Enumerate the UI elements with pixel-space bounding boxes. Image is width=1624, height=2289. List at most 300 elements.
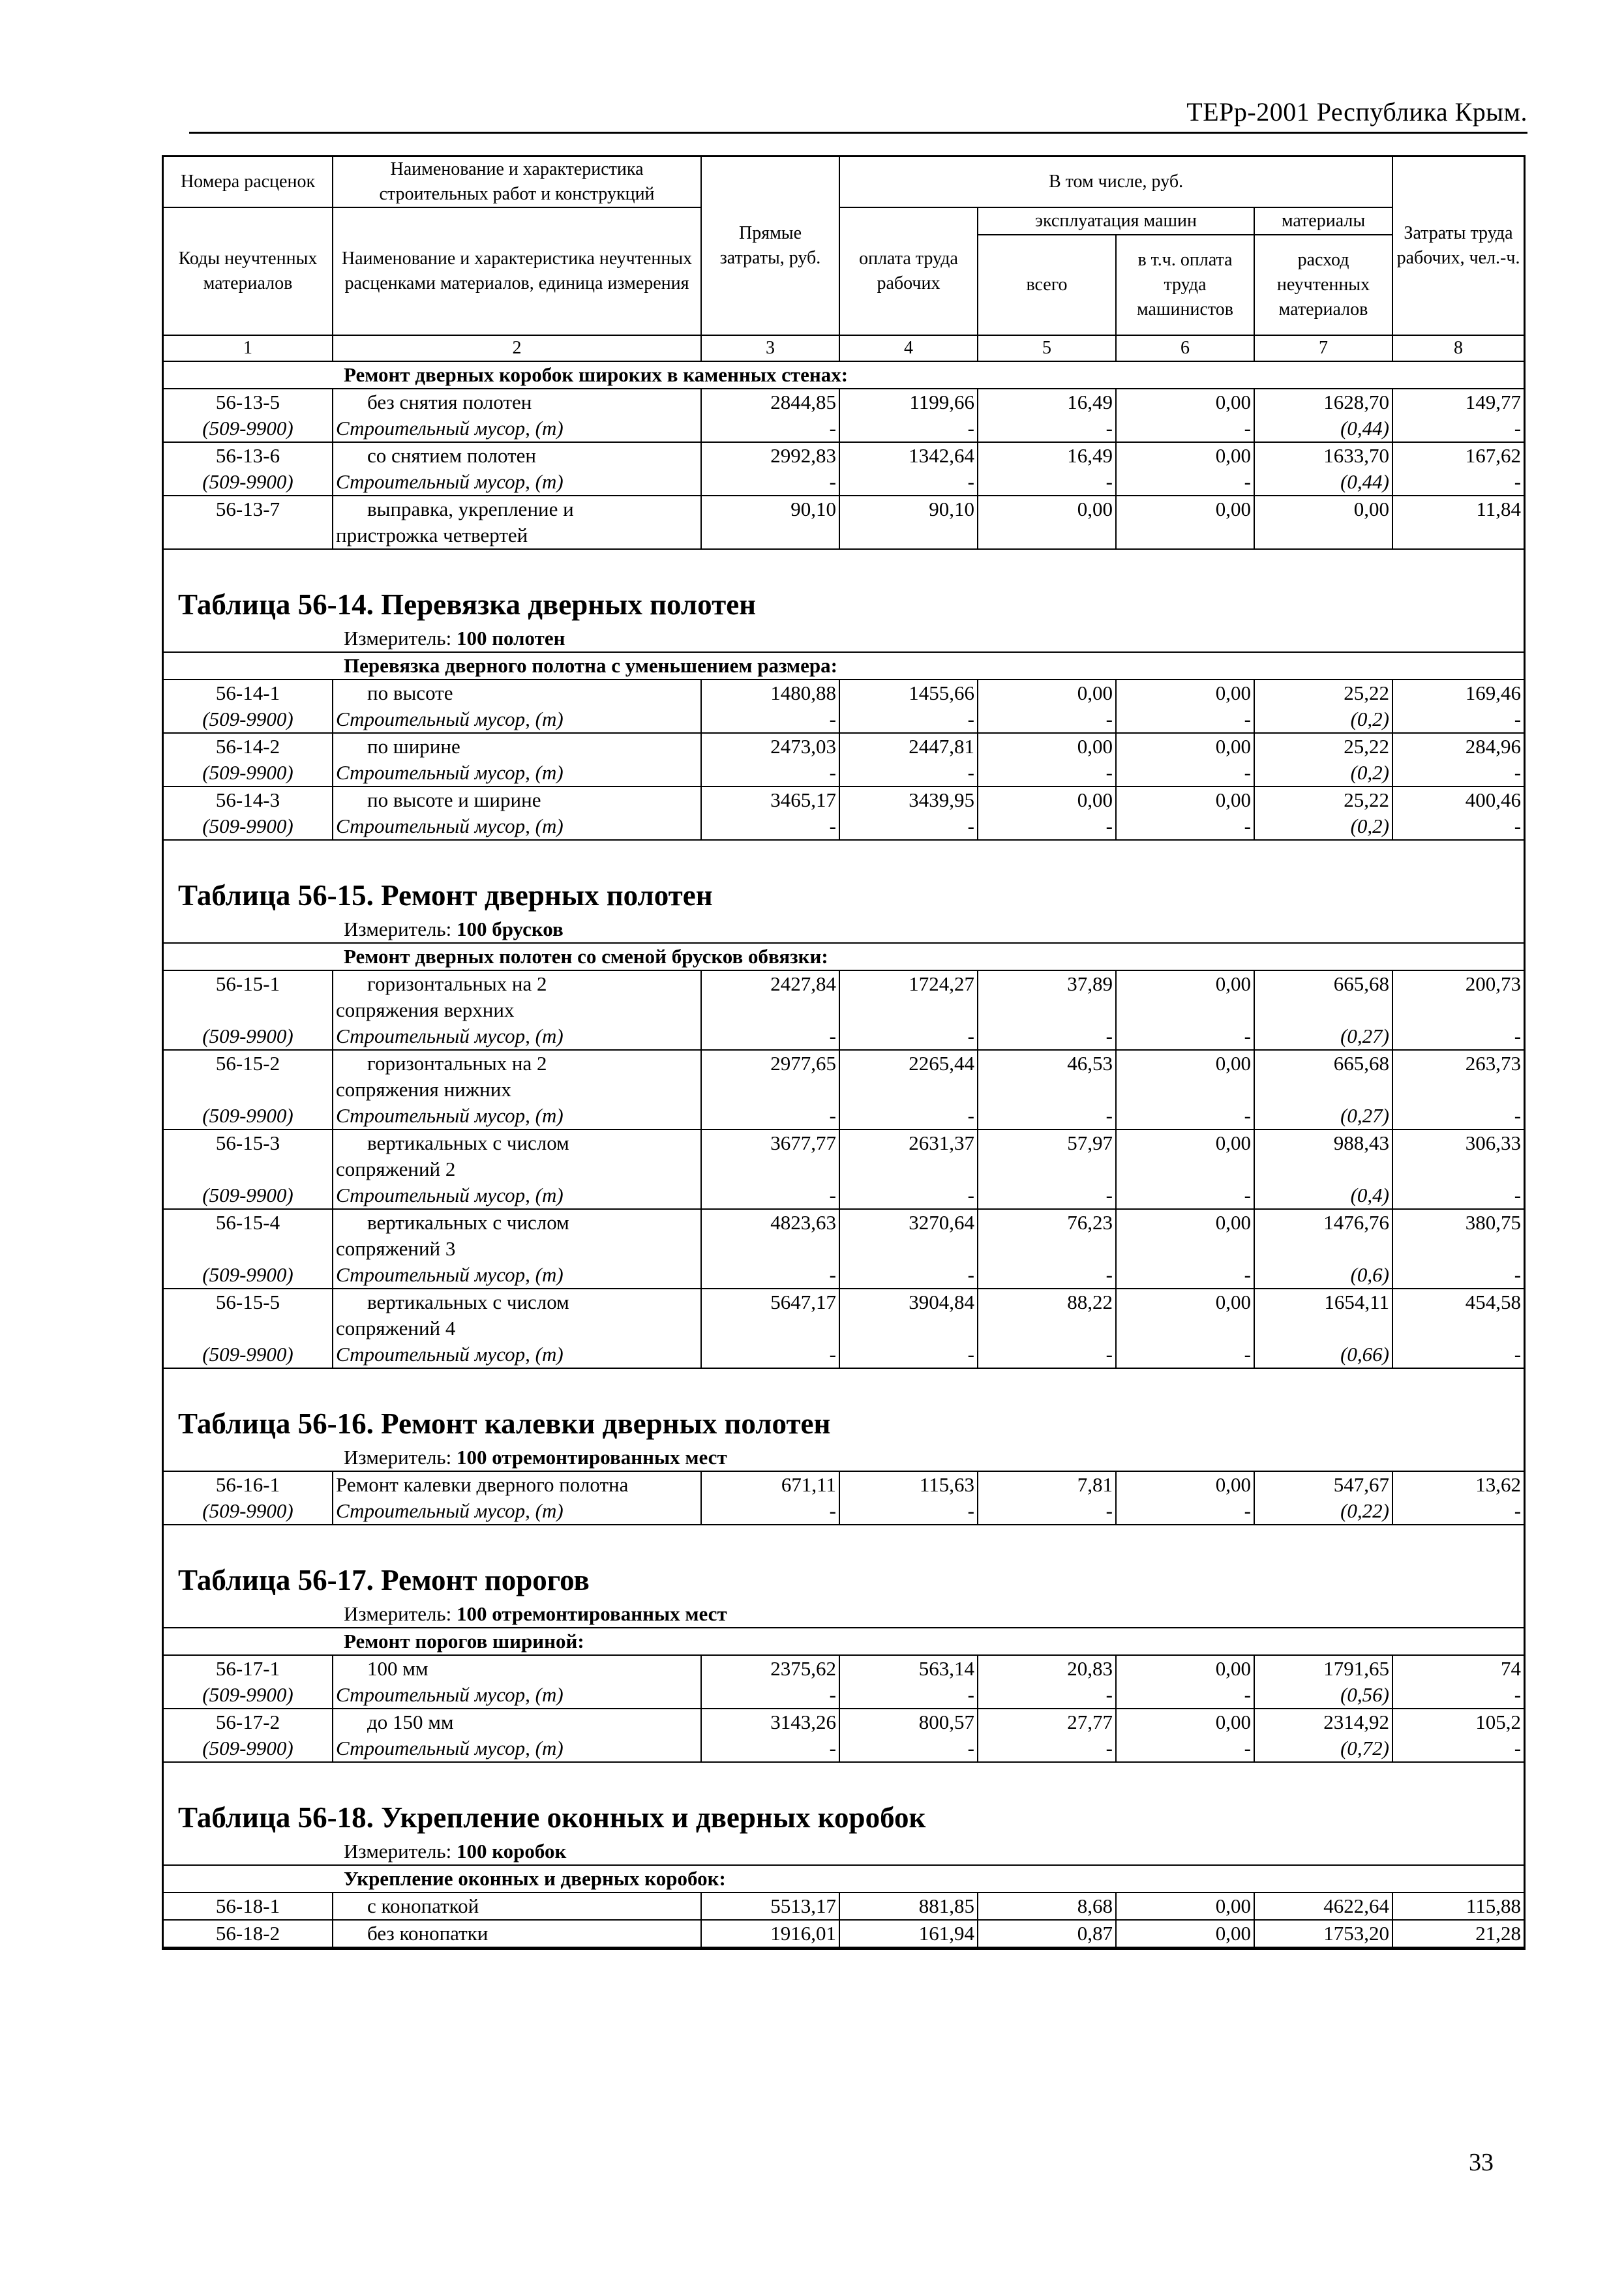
- measure-row: [164, 1444, 1524, 1471]
- direct-costs-cell: -: [701, 706, 839, 733]
- labor-pay-cell: -: [839, 1498, 978, 1525]
- rate-code: 56-18-1: [164, 1893, 333, 1920]
- col-num: 7: [1254, 335, 1392, 361]
- machines-total-cell: 57,97: [978, 1130, 1116, 1182]
- table-row: [164, 970, 1524, 1023]
- machinist-pay-cell: 0,00: [1116, 1920, 1254, 1947]
- material-name: Строительный мусор, (т): [333, 1023, 701, 1050]
- section-heading: Перевязка дверного полотна с уменьшением размера:: [164, 652, 1524, 680]
- labor-cost-cell: -: [1392, 813, 1524, 840]
- labor-cost-cell: 149,77: [1392, 389, 1524, 415]
- work-name-line: 100 мм: [367, 1657, 429, 1680]
- header-rate-numbers: Номера расценок: [164, 157, 333, 208]
- table-title: Таблица 56-16. Ремонт калевки дверных полотен: [178, 1407, 831, 1440]
- rate-code: 56-15-4: [164, 1209, 333, 1262]
- materials-cell: 1791,65: [1254, 1655, 1392, 1682]
- machines-total-cell: -: [978, 1182, 1116, 1209]
- rate-code: 56-16-1: [164, 1471, 333, 1498]
- direct-costs-cell: 5647,17: [701, 1289, 839, 1341]
- work-name-line: вертикальных с числом: [367, 1291, 569, 1313]
- machinist-pay-cell: -: [1116, 1341, 1254, 1368]
- measure-row: [164, 916, 1524, 943]
- materials-cell: (0,66): [1254, 1341, 1392, 1368]
- materials-cell: 4622,64: [1254, 1893, 1392, 1920]
- machines-total-cell: 16,49: [978, 442, 1116, 469]
- header-material-name: Наименование и характеристика неучтенных расценками материалов, единица измерения: [333, 207, 701, 335]
- labor-cost-cell: -: [1392, 760, 1524, 786]
- table-row: [164, 1655, 1524, 1682]
- table-title: Таблица 56-17. Ремонт порогов: [178, 1564, 590, 1596]
- material-name: Строительный мусор, (т): [333, 1498, 701, 1525]
- work-name-line: сопряжения нижних: [336, 1078, 511, 1101]
- machinist-pay-cell: -: [1116, 706, 1254, 733]
- table-row: [164, 1893, 1524, 1920]
- table-title-row: [164, 1789, 1524, 1838]
- labor-pay-cell: 1199,66: [839, 389, 978, 415]
- header-material-codes: Коды неучтенных материалов: [164, 207, 333, 335]
- material-name: Строительный мусор, (т): [333, 1103, 701, 1130]
- measure-label: Измеритель:: [344, 1602, 457, 1625]
- labor-pay-cell: -: [839, 1682, 978, 1709]
- materials-cell: 1476,76: [1254, 1209, 1392, 1262]
- work-name: [333, 1893, 701, 1920]
- header-machines-total: всего: [978, 235, 1116, 335]
- machinist-pay-cell: -: [1116, 415, 1254, 442]
- direct-costs-cell: -: [701, 1023, 839, 1050]
- material-row: [164, 1182, 1524, 1209]
- labor-cost-cell: -: [1392, 1103, 1524, 1130]
- spacer-row: [164, 549, 1524, 576]
- spacer-row: [164, 1525, 1524, 1551]
- material-code: (509-9900): [164, 415, 333, 442]
- machinist-pay-cell: -: [1116, 1735, 1254, 1762]
- labor-pay-cell: -: [839, 1262, 978, 1289]
- header-machines: эксплуатация машин: [978, 207, 1254, 235]
- machines-total-cell: -: [978, 1735, 1116, 1762]
- machinist-pay-cell: 0,00: [1116, 389, 1254, 415]
- table-row: [164, 1289, 1524, 1341]
- labor-cost-cell: 105,2: [1392, 1709, 1524, 1735]
- material-row: [164, 415, 1524, 442]
- table-row: [164, 733, 1524, 760]
- header-machinist-pay: в т.ч. оплата труда машинистов: [1116, 235, 1254, 335]
- materials-cell: (0,2): [1254, 760, 1392, 786]
- rate-code: 56-14-1: [164, 680, 333, 706]
- work-name: [333, 1709, 701, 1735]
- table-title: Таблица 56-18. Укрепление оконных и дверных коробок: [178, 1801, 926, 1834]
- machinist-pay-cell: 0,00: [1116, 1130, 1254, 1182]
- material-code: (509-9900): [164, 813, 333, 840]
- labor-pay-cell: -: [839, 415, 978, 442]
- material-row: [164, 1498, 1524, 1525]
- work-name-line: вертикальных с числом: [367, 1131, 569, 1154]
- material-name: Строительный мусор, (т): [333, 469, 701, 496]
- work-name-line: до 150 мм: [367, 1711, 454, 1733]
- col-num: 4: [839, 335, 978, 361]
- work-name: [333, 1209, 701, 1262]
- direct-costs-cell: 3465,17: [701, 786, 839, 813]
- work-name: [333, 1471, 701, 1498]
- material-row: [164, 1103, 1524, 1130]
- material-code: (509-9900): [164, 706, 333, 733]
- labor-cost-cell: -: [1392, 1341, 1524, 1368]
- header-materials: материалы: [1254, 207, 1392, 235]
- machinist-pay-cell: -: [1116, 1023, 1254, 1050]
- material-name: Строительный мусор, (т): [333, 415, 701, 442]
- direct-costs-cell: 3677,77: [701, 1130, 839, 1182]
- labor-pay-cell: 90,10: [839, 496, 978, 549]
- labor-cost-cell: 21,28: [1392, 1920, 1524, 1947]
- section-row: [164, 1865, 1524, 1893]
- labor-cost-cell: 11,84: [1392, 496, 1524, 549]
- rate-code: 56-18-2: [164, 1920, 333, 1947]
- labor-cost-cell: -: [1392, 1682, 1524, 1709]
- machines-total-cell: 0,00: [978, 680, 1116, 706]
- labor-cost-cell: 263,73: [1392, 1050, 1524, 1103]
- labor-cost-cell: -: [1392, 1182, 1524, 1209]
- work-name-line: со снятием полотен: [367, 444, 537, 467]
- labor-pay-cell: 800,57: [839, 1709, 978, 1735]
- measure-value: 100 коробок: [456, 1840, 567, 1863]
- table-row: [164, 1050, 1524, 1103]
- rate-code: 56-14-2: [164, 733, 333, 760]
- machines-total-cell: -: [978, 760, 1116, 786]
- machines-total-cell: 0,00: [978, 733, 1116, 760]
- materials-cell: 665,68: [1254, 970, 1392, 1023]
- header-work-name: Наименование и характеристика строительных работ и конструкций: [333, 157, 701, 208]
- work-name: [333, 680, 701, 706]
- labor-cost-cell: 306,33: [1392, 1130, 1524, 1182]
- work-name: [333, 389, 701, 415]
- direct-costs-cell: 2427,84: [701, 970, 839, 1023]
- table-row: [164, 1471, 1524, 1498]
- rate-code: 56-17-2: [164, 1709, 333, 1735]
- work-name-line: пристрожка четвертей: [336, 524, 528, 546]
- material-code: (509-9900): [164, 1023, 333, 1050]
- direct-costs-cell: 2844,85: [701, 389, 839, 415]
- header-rule: [189, 132, 1527, 134]
- header-labor-pay: оплата труда рабочих: [839, 207, 978, 335]
- direct-costs-cell: -: [701, 1735, 839, 1762]
- labor-pay-cell: 3270,64: [839, 1209, 978, 1262]
- machines-total-cell: -: [978, 1262, 1116, 1289]
- material-row: [164, 760, 1524, 786]
- direct-costs-cell: 5513,17: [701, 1893, 839, 1920]
- header-including: В том числе, руб.: [839, 157, 1392, 208]
- section-row: [164, 943, 1524, 970]
- labor-pay-cell: 1342,64: [839, 442, 978, 469]
- labor-pay-cell: -: [839, 1103, 978, 1130]
- material-code: (509-9900): [164, 1498, 333, 1525]
- rate-code: 56-13-7: [164, 496, 333, 549]
- material-name: Строительный мусор, (т): [333, 1735, 701, 1762]
- material-row: [164, 1262, 1524, 1289]
- material-name: Строительный мусор, (т): [333, 813, 701, 840]
- material-row: [164, 813, 1524, 840]
- machines-total-cell: 27,77: [978, 1709, 1116, 1735]
- materials-cell: 665,68: [1254, 1050, 1392, 1103]
- labor-pay-cell: 2631,37: [839, 1130, 978, 1182]
- measure-value: 100 брусков: [456, 918, 564, 940]
- material-name: Строительный мусор, (т): [333, 1341, 701, 1368]
- machinist-pay-cell: 0,00: [1116, 1209, 1254, 1262]
- machinist-pay-cell: 0,00: [1116, 1471, 1254, 1498]
- table-row: [164, 1709, 1524, 1735]
- machinist-pay-cell: 0,00: [1116, 1709, 1254, 1735]
- labor-pay-cell: -: [839, 706, 978, 733]
- machinist-pay-cell: 0,00: [1116, 970, 1254, 1023]
- materials-cell: 547,67: [1254, 1471, 1392, 1498]
- machines-total-cell: -: [978, 1023, 1116, 1050]
- spacer-cell: [164, 1762, 1524, 1789]
- machines-total-cell: -: [978, 813, 1116, 840]
- labor-pay-cell: 115,63: [839, 1471, 978, 1498]
- machines-total-cell: 0,00: [978, 496, 1116, 549]
- labor-pay-cell: 161,94: [839, 1920, 978, 1947]
- machinist-pay-cell: 0,00: [1116, 786, 1254, 813]
- measure-row: [164, 1601, 1524, 1628]
- labor-pay-cell: 563,14: [839, 1655, 978, 1682]
- material-code: (509-9900): [164, 1682, 333, 1709]
- material-code: (509-9900): [164, 1341, 333, 1368]
- labor-cost-cell: 284,96: [1392, 733, 1524, 760]
- work-name-line: с конопаткой: [367, 1894, 479, 1917]
- measure-label: Измеритель:: [344, 1840, 457, 1863]
- labor-cost-cell: 200,73: [1392, 970, 1524, 1023]
- materials-cell: (0,22): [1254, 1498, 1392, 1525]
- labor-cost-cell: 169,46: [1392, 680, 1524, 706]
- work-name: [333, 496, 701, 549]
- machines-total-cell: 46,53: [978, 1050, 1116, 1103]
- work-name-line: выправка, укрепление и: [367, 498, 574, 520]
- col-num: 5: [978, 335, 1116, 361]
- machinist-pay-cell: -: [1116, 813, 1254, 840]
- labor-pay-cell: -: [839, 760, 978, 786]
- machines-total-cell: -: [978, 415, 1116, 442]
- machinist-pay-cell: -: [1116, 1498, 1254, 1525]
- labor-cost-cell: -: [1392, 1023, 1524, 1050]
- material-row: [164, 469, 1524, 496]
- labor-cost-cell: 167,62: [1392, 442, 1524, 469]
- rates-table: [162, 155, 1526, 1950]
- material-name: Строительный мусор, (т): [333, 760, 701, 786]
- materials-cell: 25,22: [1254, 786, 1392, 813]
- labor-pay-cell: 881,85: [839, 1893, 978, 1920]
- direct-costs-cell: -: [701, 813, 839, 840]
- direct-costs-cell: -: [701, 469, 839, 496]
- materials-cell: 2314,92: [1254, 1709, 1392, 1735]
- measure-unit: [164, 1444, 1524, 1471]
- materials-cell: 1633,70: [1254, 442, 1392, 469]
- machines-total-cell: -: [978, 706, 1116, 733]
- work-name-line: сопряжений 3: [336, 1237, 456, 1260]
- table-title-row: [164, 1395, 1524, 1444]
- labor-pay-cell: -: [839, 1182, 978, 1209]
- rate-code: 56-17-1: [164, 1655, 333, 1682]
- labor-cost-cell: 380,75: [1392, 1209, 1524, 1262]
- machinist-pay-cell: 0,00: [1116, 1893, 1254, 1920]
- table-title: Таблица 56-15. Ремонт дверных полотен: [178, 879, 713, 912]
- material-name: Строительный мусор, (т): [333, 1262, 701, 1289]
- table-row: [164, 496, 1524, 549]
- measure-unit: [164, 916, 1524, 943]
- page-number: 33: [1469, 2149, 1494, 2176]
- materials-cell: (0,27): [1254, 1103, 1392, 1130]
- table-row: [164, 1920, 1524, 1947]
- material-code: (509-9900): [164, 1262, 333, 1289]
- measure-label: Измеритель:: [344, 627, 457, 650]
- measure-value: 100 отремонтированных мест: [456, 1602, 727, 1625]
- materials-cell: (0,44): [1254, 415, 1392, 442]
- machines-total-cell: -: [978, 1103, 1116, 1130]
- machinist-pay-cell: 0,00: [1116, 442, 1254, 469]
- work-name: [333, 1289, 701, 1341]
- machines-total-cell: 76,23: [978, 1209, 1116, 1262]
- machinist-pay-cell: -: [1116, 1682, 1254, 1709]
- machinist-pay-cell: -: [1116, 760, 1254, 786]
- section-row: [164, 1628, 1524, 1655]
- labor-cost-cell: -: [1392, 1262, 1524, 1289]
- direct-costs-cell: -: [701, 1341, 839, 1368]
- labor-cost-cell: -: [1392, 415, 1524, 442]
- material-row: [164, 706, 1524, 733]
- spacer-row: [164, 1368, 1524, 1395]
- measure-value: 100 полотен: [456, 627, 565, 650]
- work-name-line: сопряжения верхних: [336, 998, 515, 1021]
- spacer-cell: [164, 549, 1524, 576]
- work-name: [333, 1920, 701, 1947]
- section-heading: Ремонт дверных коробок широких в каменных стенах:: [164, 361, 1524, 389]
- direct-costs-cell: 4823,63: [701, 1209, 839, 1262]
- measure-row: [164, 1838, 1524, 1865]
- table-row: [164, 680, 1524, 706]
- direct-costs-cell: 2992,83: [701, 442, 839, 469]
- materials-cell: (0,72): [1254, 1735, 1392, 1762]
- work-name-line: Ремонт калевки дверного полотна: [336, 1473, 629, 1496]
- material-code: (509-9900): [164, 1103, 333, 1130]
- rate-code: 56-13-5: [164, 389, 333, 415]
- material-row: [164, 1341, 1524, 1368]
- labor-cost-cell: -: [1392, 1498, 1524, 1525]
- machinist-pay-cell: -: [1116, 1103, 1254, 1130]
- labor-pay-cell: 3904,84: [839, 1289, 978, 1341]
- materials-cell: (0,2): [1254, 813, 1392, 840]
- machinist-pay-cell: 0,00: [1116, 680, 1254, 706]
- table-title-row: [164, 576, 1524, 625]
- machines-total-cell: 7,81: [978, 1471, 1116, 1498]
- labor-pay-cell: -: [839, 1735, 978, 1762]
- machines-total-cell: 20,83: [978, 1655, 1116, 1682]
- materials-cell: (0,44): [1254, 469, 1392, 496]
- spacer-cell: [164, 1368, 1524, 1395]
- machines-total-cell: 0,00: [978, 786, 1116, 813]
- spacer-row: [164, 840, 1524, 867]
- materials-cell: 1654,11: [1254, 1289, 1392, 1341]
- section-row: [164, 652, 1524, 680]
- col-num: 2: [333, 335, 701, 361]
- materials-cell: 1628,70: [1254, 389, 1392, 415]
- work-name: [333, 442, 701, 469]
- rate-code: 56-15-5: [164, 1289, 333, 1341]
- machines-total-cell: -: [978, 1682, 1116, 1709]
- section-heading: Укрепление оконных и дверных коробок:: [164, 1865, 1524, 1893]
- work-name-line: сопряжений 4: [336, 1317, 456, 1339]
- measure-unit: [164, 1601, 1524, 1628]
- materials-cell: 0,00: [1254, 496, 1392, 549]
- labor-pay-cell: 1455,66: [839, 680, 978, 706]
- measure-unit: [164, 1838, 1524, 1865]
- direct-costs-cell: 2473,03: [701, 733, 839, 760]
- material-row: [164, 1682, 1524, 1709]
- material-code: (509-9900): [164, 1182, 333, 1209]
- measure-label: Измеритель:: [344, 1446, 457, 1469]
- work-name: [333, 1050, 701, 1103]
- materials-cell: (0,6): [1254, 1262, 1392, 1289]
- materials-cell: 25,22: [1254, 733, 1392, 760]
- col-num: 6: [1116, 335, 1254, 361]
- labor-pay-cell: 2447,81: [839, 733, 978, 760]
- material-name: Строительный мусор, (т): [333, 1682, 701, 1709]
- page-header-title: ТЕРр-2001 Республика Крым.: [1186, 97, 1527, 127]
- labor-cost-cell: -: [1392, 706, 1524, 733]
- work-name: [333, 786, 701, 813]
- material-code: (509-9900): [164, 1735, 333, 1762]
- rate-code: 56-13-6: [164, 442, 333, 469]
- table-row: [164, 1130, 1524, 1182]
- materials-cell: (0,2): [1254, 706, 1392, 733]
- materials-cell: 1753,20: [1254, 1920, 1392, 1947]
- material-code: (509-9900): [164, 760, 333, 786]
- work-name: [333, 970, 701, 1023]
- materials-cell: (0,27): [1254, 1023, 1392, 1050]
- rate-code: 56-15-2: [164, 1050, 333, 1103]
- machines-total-cell: 88,22: [978, 1289, 1116, 1341]
- work-name: [333, 733, 701, 760]
- header-unaccounted-materials: расход неучтенных материалов: [1254, 235, 1392, 335]
- machines-total-cell: 8,68: [978, 1893, 1116, 1920]
- rate-code: 56-15-1: [164, 970, 333, 1023]
- table-title-row: [164, 1551, 1524, 1601]
- materials-cell: 988,43: [1254, 1130, 1392, 1182]
- labor-cost-cell: 115,88: [1392, 1893, 1524, 1920]
- material-row: [164, 1023, 1524, 1050]
- material-row: [164, 1735, 1524, 1762]
- labor-pay-cell: -: [839, 1341, 978, 1368]
- direct-costs-cell: 1916,01: [701, 1920, 839, 1947]
- machines-total-cell: -: [978, 1498, 1116, 1525]
- machines-total-cell: -: [978, 1341, 1116, 1368]
- machinist-pay-cell: -: [1116, 469, 1254, 496]
- machinist-pay-cell: 0,00: [1116, 1655, 1254, 1682]
- direct-costs-cell: -: [701, 415, 839, 442]
- work-name-line: по высоте и ширине: [367, 788, 541, 811]
- machinist-pay-cell: -: [1116, 1182, 1254, 1209]
- direct-costs-cell: -: [701, 1182, 839, 1209]
- col-num: 1: [164, 335, 333, 361]
- direct-costs-cell: -: [701, 760, 839, 786]
- material-code: (509-9900): [164, 469, 333, 496]
- direct-costs-cell: -: [701, 1498, 839, 1525]
- labor-cost-cell: 454,58: [1392, 1289, 1524, 1341]
- machinist-pay-cell: -: [1116, 1262, 1254, 1289]
- labor-pay-cell: -: [839, 469, 978, 496]
- material-name: Строительный мусор, (т): [333, 706, 701, 733]
- labor-pay-cell: -: [839, 1023, 978, 1050]
- direct-costs-cell: 2977,65: [701, 1050, 839, 1103]
- materials-cell: (0,56): [1254, 1682, 1392, 1709]
- machines-total-cell: 16,49: [978, 389, 1116, 415]
- direct-costs-cell: 2375,62: [701, 1655, 839, 1682]
